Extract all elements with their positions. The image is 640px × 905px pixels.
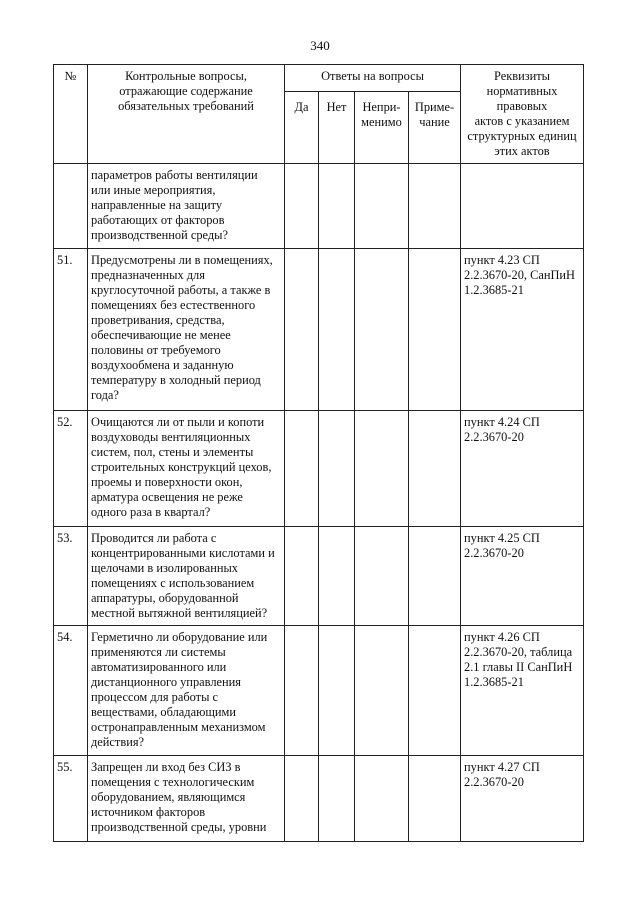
answer-na-cell[interactable] [355, 411, 409, 527]
row-number: 51. [54, 249, 88, 411]
row-number: 55. [54, 756, 88, 842]
question-line: помещениях без естественного [91, 298, 256, 312]
answer-na-cell[interactable] [355, 249, 409, 411]
header-questions [88, 65, 285, 164]
header-not-applicable [355, 92, 409, 164]
answer-na-cell[interactable] [355, 527, 409, 626]
question-line: помещения с технологическим [91, 775, 255, 789]
question-line: арматура освещения не реже [91, 490, 243, 504]
answer-yes-cell[interactable] [285, 249, 319, 411]
question-line: производственной среды? [91, 228, 228, 242]
row-reference [461, 756, 584, 842]
header-note-line: чание [419, 115, 450, 129]
header-requisites-line: нормативных правовых [486, 84, 558, 113]
reference-line: 2.2.3670-20 [464, 775, 524, 789]
answer-yes-cell[interactable] [285, 164, 319, 249]
page-number: 340 [310, 38, 330, 53]
table-row [54, 411, 584, 527]
table-row [54, 527, 584, 626]
answer-note-cell[interactable] [409, 756, 461, 842]
row-reference [461, 626, 584, 756]
answer-yes-cell[interactable] [285, 527, 319, 626]
answer-no-cell[interactable] [319, 411, 355, 527]
header-note-line: Приме- [414, 100, 455, 114]
question-line: оборудованием, являющимся [91, 790, 246, 804]
header-requisites [461, 65, 584, 164]
reference-line: 2.2.3670-20 [464, 430, 524, 444]
table-row [54, 249, 584, 411]
row-number [54, 164, 88, 249]
row-reference [461, 411, 584, 527]
question-line: концентрированными кислотами и [91, 546, 275, 560]
question-line: применяются ли системы [91, 645, 226, 659]
reference-line: пункт 4.23 СП [464, 253, 540, 267]
question-line: года? [91, 388, 119, 402]
answer-note-cell[interactable] [409, 626, 461, 756]
row-number: 54. [54, 626, 88, 756]
reference-line: пункт 4.24 СП [464, 415, 540, 429]
question-line: направленные на защиту [91, 198, 223, 212]
question-line: строительных конструкций цехов, [91, 460, 272, 474]
answer-note-cell[interactable] [409, 249, 461, 411]
question-line: Запрещен ли вход без СИЗ в [91, 760, 241, 774]
header-requisites-line: актов с указанием [474, 114, 570, 128]
requirements-table [53, 64, 584, 842]
answer-no-cell[interactable] [319, 527, 355, 626]
question-line: проемы и поверхности окон, [91, 475, 243, 489]
answer-note-cell[interactable] [409, 411, 461, 527]
question-line: дистанционного управления [91, 675, 241, 689]
answer-note-cell[interactable] [409, 527, 461, 626]
row-question [88, 527, 285, 626]
question-line: аппаратуры, оборудованной [91, 591, 239, 605]
question-line: обеспечивающие не менее [91, 328, 231, 342]
row-question [88, 164, 285, 249]
reference-line: пункт 4.26 СП [464, 630, 540, 644]
question-line: Очищаются ли от пыли и копоти [91, 415, 265, 429]
question-line: Герметично ли оборудование или [91, 630, 268, 644]
reference-line: 2.2.3670-20, таблица [464, 645, 573, 659]
reference-line: 2.1 главы II СанПиН [464, 660, 573, 674]
row-question [88, 249, 285, 411]
question-line: производственной среды, уровни [91, 820, 267, 834]
reference-line: пункт 4.25 СП [464, 531, 540, 545]
answer-no-cell[interactable] [319, 756, 355, 842]
row-number: 53. [54, 527, 88, 626]
question-line: веществами, обладающими [91, 705, 236, 719]
question-line: местной вытяжной вентиляцией? [91, 606, 268, 620]
answer-no-cell[interactable] [319, 164, 355, 249]
header-number: № [54, 65, 88, 164]
header-requisites-line: этих актов [494, 144, 550, 158]
answer-no-cell[interactable] [319, 626, 355, 756]
header-note [409, 92, 461, 164]
header-questions-line: отражающие содержание [119, 84, 253, 98]
row-question [88, 626, 285, 756]
header-no-answer: Нет [319, 92, 355, 164]
answer-na-cell[interactable] [355, 164, 409, 249]
question-line: или иные мероприятия, [91, 183, 216, 197]
table-row [54, 164, 584, 249]
answer-na-cell[interactable] [355, 626, 409, 756]
row-number: 52. [54, 411, 88, 527]
question-line: автоматизированного или [91, 660, 227, 674]
question-line: половины от требуемого [91, 343, 221, 357]
row-reference [461, 249, 584, 411]
header-yes: Да [285, 92, 319, 164]
question-line: систем, пол, стены и элементы [91, 445, 254, 459]
question-line: воздуховоды вентиляционных [91, 430, 251, 444]
row-question [88, 756, 285, 842]
answer-yes-cell[interactable] [285, 411, 319, 527]
answer-yes-cell[interactable] [285, 756, 319, 842]
answer-na-cell[interactable] [355, 756, 409, 842]
answer-no-cell[interactable] [319, 249, 355, 411]
row-question [88, 411, 285, 527]
question-line: параметров работы вентиляции [91, 168, 258, 182]
question-line: остронаправленным механизмом [91, 720, 266, 734]
question-line: предназначенных для [91, 268, 205, 282]
table-row [54, 626, 584, 756]
question-line: круглосуточной работы, а также в [91, 283, 271, 297]
reference-line: 2.2.3670-20, СанПиН [464, 268, 576, 282]
reference-line: 2.2.3670-20 [464, 546, 524, 560]
reference-line: 1.2.3685-21 [464, 675, 524, 689]
header-requisites-line: Реквизиты [494, 69, 550, 83]
reference-line: 1.2.3685-21 [464, 283, 524, 297]
question-line: процессом для работы с [91, 690, 219, 704]
question-line: Проводится ли работа с [91, 531, 217, 545]
question-line: температуру в холодный период [91, 373, 261, 387]
question-line: щелочами в изолированных [91, 561, 239, 575]
header-questions-line: Контрольные вопросы, [125, 69, 247, 83]
header-na-line: Непри- [362, 100, 401, 114]
question-line: действия? [91, 735, 145, 749]
header-na-line: менимо [361, 115, 402, 129]
header-questions-line: обязательных требований [118, 99, 254, 113]
row-reference [461, 164, 584, 249]
question-line: работающих от факторов [91, 213, 225, 227]
question-line: проветривания, средства, [91, 313, 225, 327]
header-row [54, 65, 584, 92]
header-answers: Ответы на вопросы [285, 65, 461, 92]
reference-line: пункт 4.27 СП [464, 760, 540, 774]
question-line: воздухообмена и заданную [91, 358, 234, 372]
question-line: одного раза в квартал? [91, 505, 211, 519]
question-line: помещениях с использованием [91, 576, 255, 590]
answer-note-cell[interactable] [409, 164, 461, 249]
question-line: источником факторов [91, 805, 206, 819]
row-reference [461, 527, 584, 626]
header-requisites-line: структурных единиц [467, 129, 577, 143]
answer-yes-cell[interactable] [285, 626, 319, 756]
question-line: Предусмотрены ли в помещениях, [91, 253, 273, 267]
table-row [54, 756, 584, 842]
